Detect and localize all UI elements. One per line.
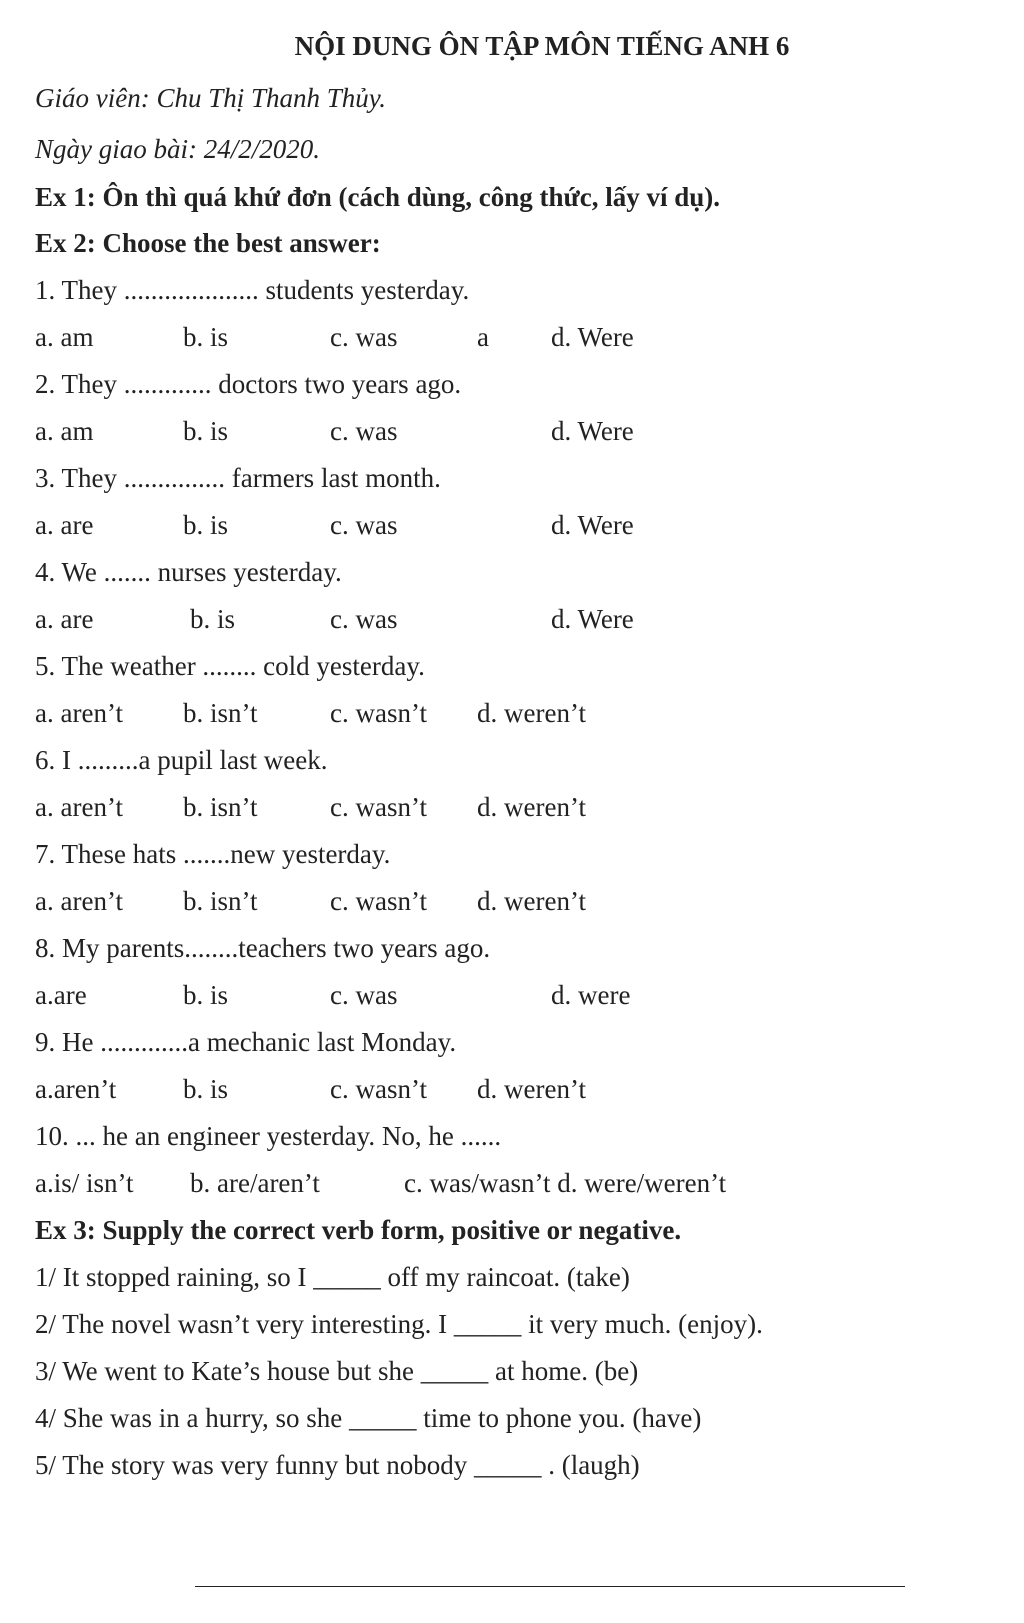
ex3-item-4: 4/ She was in a hurry, so she _____ time to phone you. (have) [35, 1403, 702, 1433]
page-title: NỘI DUNG ÔN TẬP MÔN TIẾNG ANH 6 [294, 31, 790, 61]
teacher-name: Giáo viên: Chu Thị Thanh Thủy. [35, 83, 387, 113]
option-c: c. was [330, 322, 398, 352]
options-3 [0, 509, 1024, 541]
option-d: d. Were [551, 510, 634, 540]
option-b: b. is [190, 604, 236, 634]
option-c-d: c. was/wasn’t d. were/weren’t [404, 1168, 727, 1198]
option-c: c. was [330, 980, 398, 1010]
option-c: c. was [330, 416, 398, 446]
question-3: 3. They ............... farmers last month. [35, 463, 441, 493]
option-a: a. are [35, 604, 94, 634]
option-b: b. is [183, 322, 229, 352]
option-d: d. weren’t [477, 886, 586, 916]
options-9 [0, 1073, 1024, 1105]
option-d: d. weren’t [477, 1074, 586, 1104]
option-b: b. is [183, 416, 229, 446]
option-a: a. aren’t [35, 886, 123, 916]
option-a: a.is/ isn’t [35, 1168, 134, 1198]
option-c: c. was [330, 510, 398, 540]
ex3-item-2: 2/ The novel wasn’t very interesting. I _____ it very much. (enjoy). [35, 1309, 763, 1339]
option-b: b. isn’t [183, 698, 258, 728]
option-b: b. isn’t [183, 886, 258, 916]
option-a: a.are [35, 980, 87, 1010]
option-c: c. was [330, 604, 398, 634]
question-9: 9. He .............a mechanic last Monday. [35, 1027, 457, 1057]
option-c: c. wasn’t [330, 1074, 427, 1104]
question-4: 4. We ....... nurses yesterday. [35, 557, 342, 587]
option-b: b. is [183, 1074, 229, 1104]
option-a: a.aren’t [35, 1074, 117, 1104]
option-d: d. Were [551, 604, 634, 634]
option-d: d. weren’t [477, 792, 586, 822]
options-2 [0, 415, 1024, 447]
option-d: d. weren’t [477, 698, 586, 728]
option-d: d. Were [551, 416, 634, 446]
end-divider [195, 1586, 905, 1587]
options-6 [0, 791, 1024, 823]
question-2: 2. They ............. doctors two years ago. [35, 369, 462, 399]
option-c: c. wasn’t [330, 886, 427, 916]
option-c: c. wasn’t [330, 698, 427, 728]
stray-mark: a [477, 322, 489, 352]
option-c: c. wasn’t [330, 792, 427, 822]
ex3-item-3: 3/ We went to Kate’s house but she _____ at home. (be) [35, 1356, 639, 1386]
option-a: a. am [35, 322, 94, 352]
options-5 [0, 697, 1024, 729]
question-6: 6. I .........a pupil last week. [35, 745, 328, 775]
option-d: d. Were [551, 322, 634, 352]
options-4 [0, 603, 1024, 635]
question-8: 8. My parents........teachers two years ago. [35, 933, 491, 963]
ex1-heading: Ex 1: Ôn thì quá khứ đơn (cách dùng, công thức, lấy ví dụ). [35, 182, 721, 212]
option-b: b. is [183, 980, 229, 1010]
ex3-item-1: 1/ It stopped raining, so I _____ off my raincoat. (take) [35, 1262, 630, 1292]
option-a: a. am [35, 416, 94, 446]
ex3-item-5: 5/ The story was very funny but nobody _____ . (laugh) [35, 1450, 640, 1480]
question-5: 5. The weather ........ cold yesterday. [35, 651, 425, 681]
option-b: b. is [183, 510, 229, 540]
assignment-date: Ngày giao bài: 24/2/2020. [35, 134, 320, 164]
option-b: b. are/aren’t [190, 1168, 320, 1198]
question-10: 10. ... he an engineer yesterday. No, he ...... [35, 1121, 502, 1151]
options-7 [0, 885, 1024, 917]
option-b: b. isn’t [183, 792, 258, 822]
option-a: a. aren’t [35, 792, 123, 822]
options-8 [0, 979, 1024, 1011]
option-a: a. aren’t [35, 698, 123, 728]
ex2-heading: Ex 2: Choose the best answer: [35, 228, 381, 258]
option-a: a. are [35, 510, 94, 540]
options-10 [0, 1167, 1024, 1199]
option-d: d. were [551, 980, 631, 1010]
question-1: 1. They .................... students yesterday. [35, 275, 470, 305]
ex3-heading: Ex 3: Supply the correct verb form, positive or negative. [35, 1215, 682, 1245]
options-1 [0, 321, 1024, 353]
question-7: 7. These hats .......new yesterday. [35, 839, 391, 869]
